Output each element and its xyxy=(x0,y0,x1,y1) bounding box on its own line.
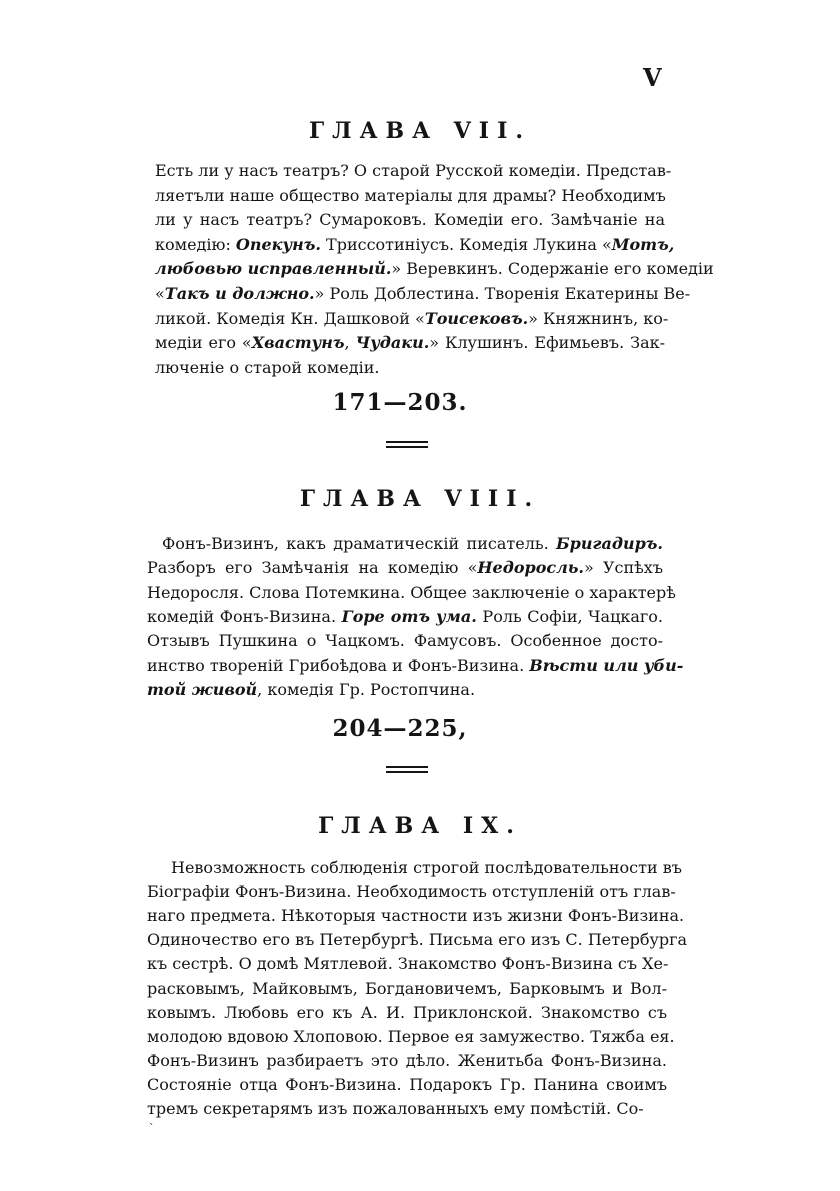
summary-line xyxy=(155,281,691,307)
summary-text: » Клушинъ. Ефимьевъ. Зак- xyxy=(429,333,666,353)
summary-text: Одиночество его въ Петербургѣ. Письма его изъ С. Петербурга xyxy=(147,930,688,950)
summary-line xyxy=(147,1096,667,1122)
italic-title: Чудаки. xyxy=(355,333,430,353)
summary-text: люченіе о старой комедіи. xyxy=(155,357,380,377)
summary-text: » Роль Доблестина. Творенія Екатерины Ве- xyxy=(314,284,691,303)
summary-text: » Успѣхъ xyxy=(583,558,663,578)
summary-line xyxy=(155,256,714,282)
chapter-7-heading: ГЛАВА VII. xyxy=(308,118,532,144)
summary-text: медіи его « xyxy=(155,333,252,353)
chapter-7-divider xyxy=(386,441,428,450)
summary-line xyxy=(155,306,669,332)
summary-line xyxy=(147,1072,667,1098)
summary-text: комедію: xyxy=(155,234,236,254)
summary-text: Триссотиніусъ. Комедія Лукина « xyxy=(320,234,612,254)
italic-title: Вѣсти или уби- xyxy=(529,655,684,675)
summary-line xyxy=(171,855,682,881)
summary-text: Состояніе отца Фонъ-Визина. Подарокъ Гр. Панина своимъ xyxy=(147,1074,667,1094)
summary-text: Разборъ его Замѣчанія на комедію « xyxy=(147,558,478,578)
summary-line xyxy=(155,158,672,184)
summary-text: къ сестрѣ. О домѣ Мятлевой. Знакомство Фонъ-Визина съ Хе- xyxy=(147,954,669,974)
summary-text: молодою вдовою Хлоповою. Первое ея замужество. Тяжба ея. xyxy=(147,1026,675,1046)
summary-line xyxy=(147,677,663,703)
summary-text: « xyxy=(155,284,165,303)
summary-line xyxy=(162,531,663,557)
summary-text: , комедія Гр. Ростопчина. xyxy=(257,679,476,699)
chapter-7-pages: 171—203. xyxy=(332,389,468,416)
chapter-9-heading: ГЛАВА IX. xyxy=(318,813,522,839)
summary-text: расковымъ, Майковымъ, Богдановичемъ, Барковымъ и Вол- xyxy=(147,978,667,998)
italic-title: Бригадиръ. xyxy=(555,534,663,553)
summary-line xyxy=(147,951,667,977)
summary-text: Біографіи Фонъ-Визина. Необходимость отступленій отъ глав- xyxy=(147,882,676,902)
summary-text: » Веревкинъ. Содержаніе его комедіи xyxy=(391,259,714,279)
summary-line xyxy=(155,232,675,258)
summary-text: инство твореній Грибоѣдова и Фонъ-Визина. xyxy=(147,655,530,675)
summary-line xyxy=(155,355,665,381)
summary-text: ковымъ. Любовь его къ А. И. Приклонской. Знакомство съ xyxy=(147,1002,667,1022)
italic-title: Хвастунъ xyxy=(251,333,345,353)
page-number: V xyxy=(643,63,662,92)
summary-text: комедій Фонъ-Визина. xyxy=(147,606,342,626)
summary-line xyxy=(147,1000,667,1026)
summary-text: ли у насъ театръ? Сумароковъ. Комедіи его. Замѣчаніе на xyxy=(155,210,665,230)
italic-title: Тоисековъ. xyxy=(424,308,529,328)
summary-text: Недоросля. Слова Потемкина. Общее заключеніе о характерѣ xyxy=(147,582,676,602)
summary-line xyxy=(147,580,676,606)
summary-line xyxy=(147,1024,675,1050)
summary-text: ликой. Комедія Кн. Дашковой « xyxy=(155,308,425,328)
summary-line xyxy=(147,628,663,654)
summary-line xyxy=(155,207,665,233)
summary-text: » Княжнинъ, ко- xyxy=(528,308,669,328)
summary-text: Невозможность соблюденія строгой послѣдовательности въ xyxy=(171,858,682,877)
summary-text: ляетъли наше общество матеріалы для драмы? Необходимъ xyxy=(155,185,666,205)
chapter-8-pages: 204—225, xyxy=(332,715,468,742)
chapter-8-heading: ГЛАВА VIII. xyxy=(299,486,541,512)
summary-line xyxy=(147,927,688,953)
summary-line xyxy=(155,330,665,356)
summary-line xyxy=(147,555,663,581)
summary-line xyxy=(147,604,663,630)
italic-title: Недоросль. xyxy=(477,558,584,578)
italic-title: Такъ и должно. xyxy=(164,284,315,303)
italic-title: Опекунъ. xyxy=(235,234,321,254)
italic-title: той живой xyxy=(147,679,258,699)
summary-text: Фонъ-Визинъ, какъ драматическій писатель. xyxy=(162,534,556,553)
summary-line xyxy=(155,183,665,209)
summary-line xyxy=(147,1048,667,1074)
summary-line xyxy=(147,903,685,929)
summary-text: Отзывъ Пушкина о Чацкомъ. Фамусовъ. Особенное досто- xyxy=(147,631,663,651)
summary-line xyxy=(147,879,676,905)
footer-mark: ` xyxy=(149,1122,155,1135)
italic-title: Мотъ, xyxy=(611,234,675,254)
summary-text: тремъ секретарямъ изъ пожалованныхъ ему помѣстій. Со- xyxy=(147,1099,644,1118)
summary-text: , xyxy=(344,333,356,353)
chapter-8-divider xyxy=(386,766,428,775)
summary-text: Фонъ-Визинъ разбираетъ это дѣло. Женитьба Фонъ-Визина. xyxy=(147,1050,667,1070)
summary-text: наго предмета. Нѣкоторыя частности изъ жизни Фонъ-Визина. xyxy=(147,906,685,926)
italic-title: Горе отъ ума. xyxy=(341,606,477,626)
summary-line xyxy=(147,976,667,1002)
summary-text: Роль Софіи, Чацкаго. xyxy=(476,606,663,626)
summary-line xyxy=(147,653,684,679)
italic-title: любовью исправленный. xyxy=(155,259,392,279)
summary-text: Есть ли у насъ театръ? О старой Русской комедіи. Представ- xyxy=(155,161,672,180)
